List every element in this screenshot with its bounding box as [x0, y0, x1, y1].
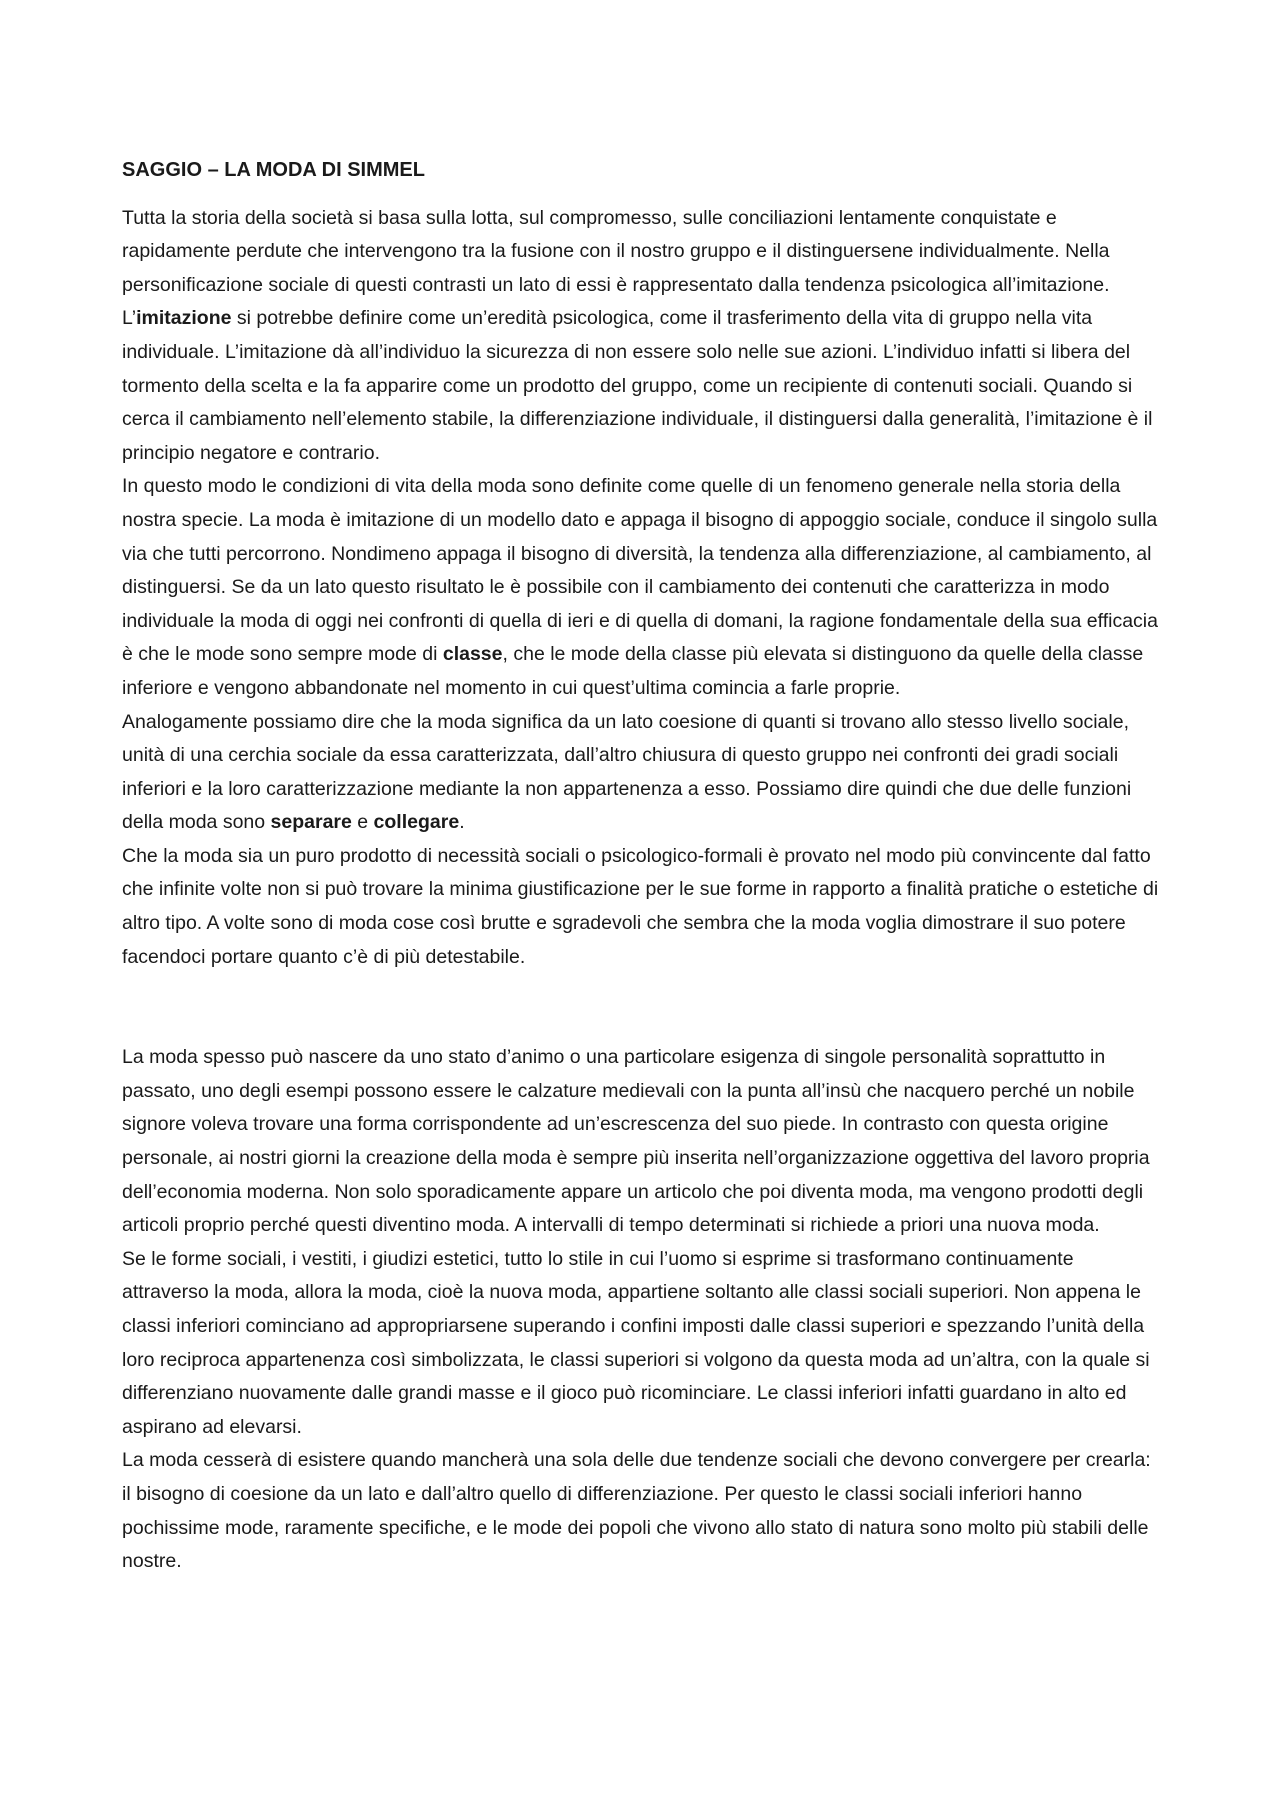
paragraph-text: In questo modo le condizioni di vita della moda sono definite come quelle di un fenomeno generale nella storia della nostra specie. La moda è imitazione di un modello dato e appaga il bisogno di appoggio sociale, conduce il singolo sulla via che tutti percorrono. Nondimeno appaga il bisogno di diversità, la tendenza alla differenziazione, al cambiamento, al distinguersi. Se da un lato questo risultato le è possibile con il cambiamento dei contenuti che caratterizza in modo individuale la moda di oggi nei confronti di quella di ieri e di quella di domani, la ragione fondamentale della sua efficacia è che le mode sono sempre mode di — [122, 475, 1158, 666]
paragraph-text: Tutta la storia della società si basa sulla lotta, sul compromesso, sulle conciliazioni lentamente conquistate e rapidamente perdute che intervengono tra la fusione con il nostro gruppo e il distinguersene individualmente. Nella personificazione sociale di questi contrasti un lato di essi è rappresentato dalla tendenza psicologica all’imitazione. L’ — [122, 206, 1110, 330]
paragraph-coesione — [122, 706, 1162, 840]
section-gap — [122, 974, 1162, 1041]
document-body — [122, 154, 1162, 1579]
bold-term-collegare: collegare — [373, 811, 460, 834]
bold-term-classe: classe — [442, 643, 503, 666]
paragraph-text: , che le mode della classe più elevata si distinguono da quelle della classe inferiore e vengono abbandonate nel momento in cui quest’ultima comincia a farle proprie. — [122, 643, 1144, 699]
bold-term-imitazione: imitazione — [136, 307, 232, 330]
paragraph-classi: Se le forme sociali, i vestiti, i giudizi estetici, tutto lo stile in cui l’uomo si esprime si trasformano continuamente attraverso la moda, allora la moda, cioè la nuova moda, appartiene soltanto alle classi sociali superiori. Non appena le classi inferiori cominciano ad appropriarsene superando i confini imposti dalle classi superiori e spezzando l’unità della loro reciproca appartenenza così simbolizzata, le classi superiori si volgono da questa moda ad un’altra, con la quale si differenziano nuovamente dalle grandi masse e il gioco può ricominciare. Le classi inferiori infatti guardano in alto ed aspirano ad elevarsi. — [122, 1247, 1150, 1438]
paragraph-cessazione: La moda cesserà di esistere quando mancherà una sola delle due tendenze sociali che devono convergere per crearla: il bisogno di coesione da un lato e dall’altro quello di differenziazione. Per questo le classi sociali inferiori hanno pochissime mode, raramente specifiche, e le mode dei popoli che vivono allo stato di natura sono molto più stabili delle nostre. — [122, 1449, 1151, 1573]
paragraph-moda-classe — [122, 470, 1162, 705]
page-title: SAGGIO – LA MODA DI SIMMEL — [122, 159, 425, 181]
paragraph-origine: La moda spesso può nascere da uno stato d’animo o una particolare esigenza di singole personalità soprattutto in passato, uno degli esempi possono essere le calzature medievali con la punta all’insù che nacquero perché un nobile signore voleva trovare una forma corrispondente ad un’escrescenza del suo piede. In contrasto con questa origine personale, ai nostri giorni la creazione della moda è sempre più inserita nell’organizzazione oggettiva del lavoro propria dell’economia moderna. Non solo sporadicamente appare un articolo che poi diventa moda, ma vengono prodotti degli articoli proprio perché questi diventino moda. A intervalli di tempo determinati si richiede a priori una nuova moda. — [122, 1046, 1150, 1237]
paragraph-text: Analogamente possiamo dire che la moda significa da un lato coesione di quanti si trovano allo stesso livello sociale, unità di una cerchia sociale da essa caratterizzata, dall’altro chiusura di questo gruppo nei confronti dei gradi sociali inferiori e la loro caratterizzazione mediante la non appartenenza a esso. Possiamo dire quindi che due delle funzioni della moda sono — [122, 710, 1132, 834]
paragraph-necessita: Che la moda sia un puro prodotto di necessità sociali o psicologico-formali è provato nel modo più convincente dal fatto che infinite volte non si può trovare la minima giustificazione per le sue forme in rapporto a finalità pratiche o estetiche di altro tipo. A volte sono di moda cose così brutte e sgradevoli che sembra che la moda voglia dimostrare il suo potere facendoci portare quanto c’è di più detestabile. — [122, 844, 1159, 968]
paragraph-text: si potrebbe definire come un’eredità psicologica, come il trasferimento della vita di gruppo nella vita individuale. L’imitazione dà all’individuo la sicurezza di non essere solo nelle sue azioni. L’individuo infatti si libera del tormento della scelta e la fa apparire come un prodotto del gruppo, come un recipiente di contenuti sociali. Quando si cerca il cambiamento nell’elemento stabile, la differenziazione individuale, il distinguersi dalla generalità, l’imitazione è il principio negatore e contrario. — [122, 307, 1153, 464]
paragraph-text: . — [459, 811, 465, 834]
paragraph-imitazione — [122, 202, 1162, 471]
paragraph-text: e — [351, 811, 374, 834]
bold-term-separare: separare — [270, 811, 352, 834]
